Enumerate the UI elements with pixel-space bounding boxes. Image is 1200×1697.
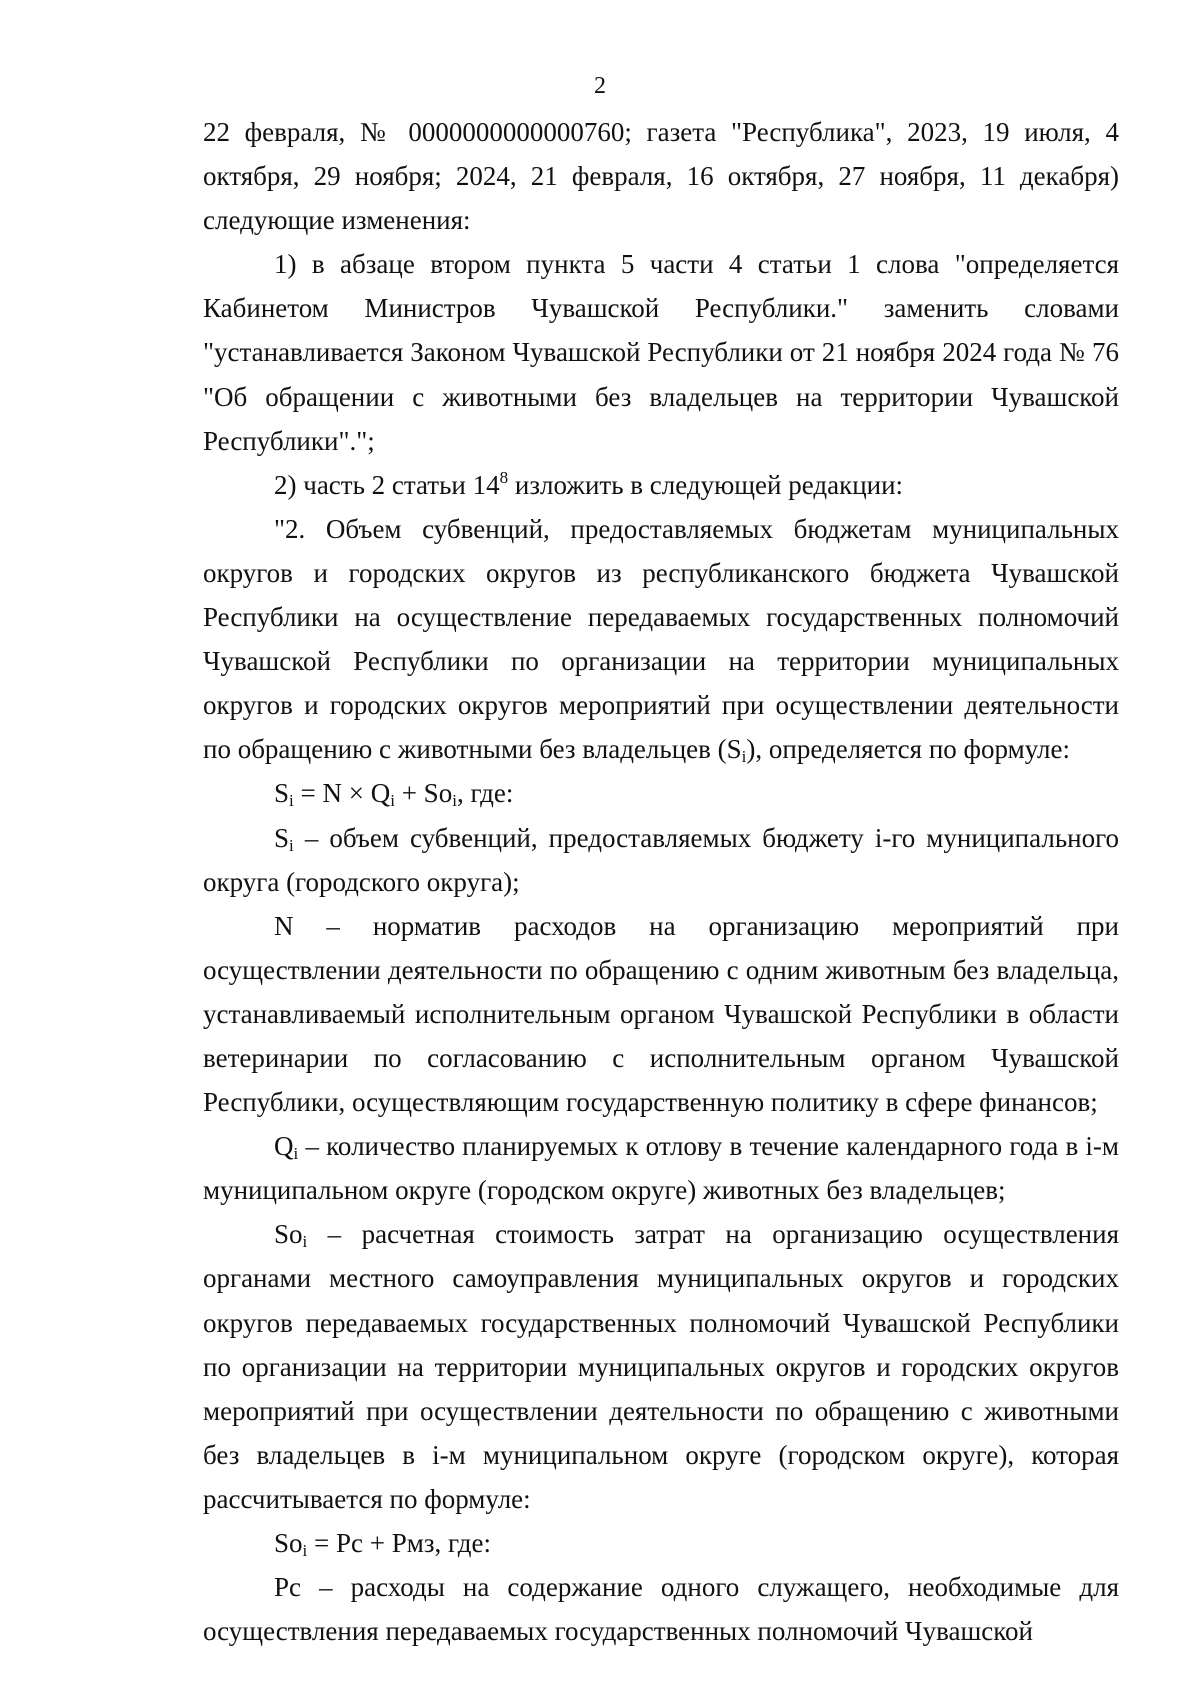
formula-where: , где:	[456, 778, 514, 809]
amendment-2-text-start: 2) часть 2 статьи 14	[274, 469, 500, 500]
formula-term-so: + So	[394, 778, 453, 809]
subvention-text-end: ), определяется по формуле:	[746, 734, 1070, 765]
definition-symbol: Q	[274, 1131, 294, 1162]
subscript-i: i	[289, 835, 294, 855]
amendment-2-text-end: изложить в следующей редакции:	[508, 469, 904, 500]
article-superscript: 8	[499, 467, 509, 487]
formula-so	[203, 1521, 1119, 1565]
subscript-i: i	[390, 791, 395, 811]
formula-rhs: = Рс + Рмз, где:	[307, 1528, 491, 1558]
subscript-i: i	[302, 1232, 308, 1252]
page-number: 2	[594, 73, 606, 99]
paragraph-subvention-volume	[203, 507, 1119, 772]
formula-term-n-q: = N × Q	[293, 778, 391, 809]
formula-term-so: So	[274, 1528, 303, 1558]
paragraph-preamble-end: 22 февраля, № 0000000000000760; газета "Республика", 2023, 19 июля, 4 октября, 29 ноября; 2024, 21 февраля, 16 октября, 27 ноября, 11 декабря) следующие изменения:	[203, 117, 1119, 236]
definition-text: – количество планируемых к отлову в течение календарного года в i-м муниципальном округе (городском округе) животных без владельцев;	[203, 1131, 1119, 1206]
definition-so	[203, 1212, 1119, 1521]
document-body	[203, 110, 1119, 1653]
subscript-i: i	[302, 1541, 308, 1560]
definition-text: – объем субвенций, предоставляемых бюджету i-го муниципального округа (городского округа);	[203, 822, 1119, 897]
definition-symbol: So	[274, 1219, 303, 1250]
paragraph-amendment-1: 1) в абзаце втором пункта 5 части 4 статьи 1 слова "определяется Кабинетом Министров Чувашской Республики." заменить словами "устанавливается Законом Чувашской Республики от 21 ноября 2024 года № 76 "Об обращении с животными без владельцев на территории Чувашской Республики".";	[203, 249, 1119, 456]
formula-term-s: S	[274, 778, 290, 809]
subscript-i: i	[452, 791, 457, 811]
definition-symbol: S	[274, 822, 290, 853]
subscript-i: i	[289, 791, 294, 811]
definition-q	[203, 1124, 1119, 1212]
definition-text: – расчетная стоимость затрат на организацию осуществления органами местного самоуправления муниципальных округов и городских округов передаваемых государственных полномочий Чувашской Республики по организации на территории муниципальных округов и городских округов мероприятий при осуществлении деятельности по обращению с животными без владельцев в i-м муниципальном округе (городском округе), которая рассчитывается по формуле:	[203, 1219, 1119, 1514]
subvention-text-start: "2. Объем субвенций, предоставляемых бюджетам муниципальных округов и городских округов из республиканского бюджета Чувашской Республики на осуществление передаваемых государственных полномочий Чувашской Республики по организации на территории муниципальных округов и городских округов мероприятий при осуществлении деятельности по обращению с животными без владельцев (S	[203, 513, 1119, 765]
formula-subvention	[203, 771, 1119, 815]
definition-rc: Рс – расходы на содержание одного служащего, необходимые для осуществления передаваемых государственных полномочий Чувашской	[203, 1572, 1119, 1647]
subscript-i: i	[293, 1144, 299, 1164]
definition-s	[203, 816, 1119, 904]
definition-n: N – норматив расходов на организацию мероприятий при осуществлении деятельности по обращению с одним животным без владельца, устанавливаемый исполнительным органом Чувашской Республики в области ветеринарии по согласованию с исполнительным органом Чувашской Республики, осуществляющим государственную политику в сфере финансов;	[203, 910, 1119, 1118]
paragraph-amendment-2	[203, 463, 1119, 507]
subscript-i: i	[741, 747, 747, 767]
